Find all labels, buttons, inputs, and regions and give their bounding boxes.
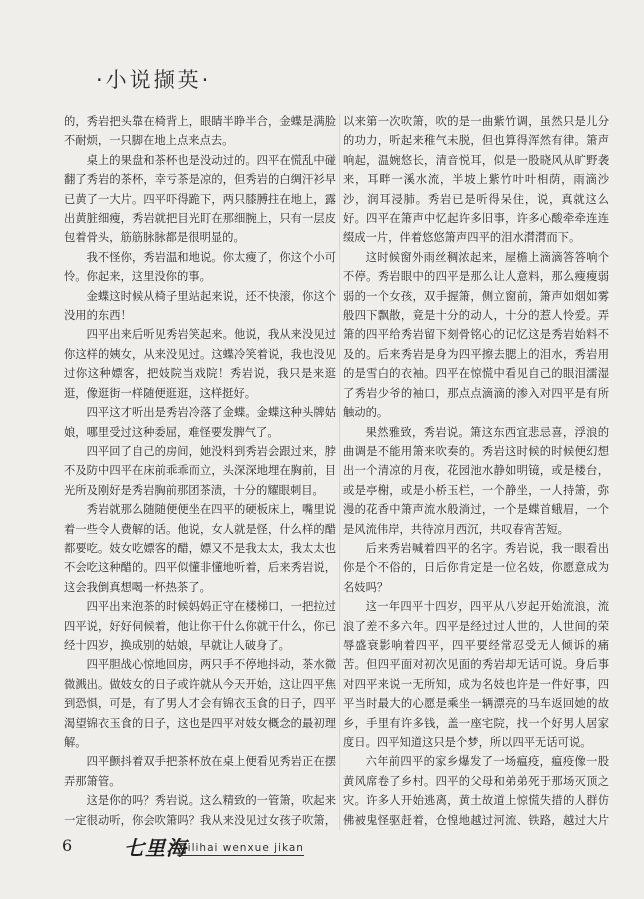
paragraph: 六年前四平的家乡爆发了一场瘟疫，瘟疫像一股黄风席卷了乡村。四平的父母和弟弟死于那场灭顶之灾。许多人开始逃离，黄土故道上惊慌失措的人群仿佛被鬼怪驱赶着，仓惶地越过河流、铁路，越过大片 — [343, 755, 609, 827]
page-footer — [62, 836, 382, 862]
paragraph: 后来秀岩喊着四平的名字。秀岩说，我一眼看出你是个不俗的，日后你肯定是一位名妓，你愿意成为名妓吗？ — [343, 541, 609, 594]
paragraph: 的，秀岩把头靠在椅背上，眼睛半睁半合，金蝶是满脸不耐烦，一只脚在地上点来点去。 — [64, 115, 336, 148]
left-column — [64, 112, 336, 828]
paragraph: 我不怪你，秀岩温和地说。你太瘦了，你这个小可怜。你起来，这里没你的事。 — [64, 250, 336, 284]
paragraph: 四平这才听出是秀岩冷落了金蝶。金蝶这种头牌姑娘，哪里受过这种委屈，难怪要发脾气了。 — [64, 406, 336, 439]
magazine-pinyin: qilihai wenxue jikan — [180, 842, 304, 854]
page-number: 6 — [62, 836, 73, 855]
paragraph: 这时候窗外雨丝稠浓起来，屋檐上滴滴答答响个不停。秀岩眼中的四平是那么让人意料，那么瘦瘦弱弱的一个女孩，双手握箫，侧立窗前，箫声如烟如雾般四下飘散，竟是十分的动人，十分的惹人怜爱。弄箫的四平给秀岩留下刻骨铭心的记忆这是秀岩始料不及的。后来秀岩是身为四平擦去腮上的泪水，秀岩用的是雪白的衣袖。四平在惊慌中看见自己的眼泪濡湿了秀岩少爷的袖口，那点点滴滴的渗入对四平是有所触动的。 — [343, 250, 609, 420]
paragraph: 果然雅致，秀岩说。箫这东西宜悲忌喜，浮浪的曲调是不能用箫来吹奏的。秀岩这时候的时候便幻想出一个清凉的月夜，花园池水静如明镜，或是楼台，或是亭榭，或是小桥玉栏，一个静坐，一人持箫，弥漫的花香中箫声流水般淌过，一个是蝶首蛾眉，一个是风流伟岸，共待凉月西沉，共叹春宵苦短。 — [343, 425, 609, 536]
paragraph: 秀岩就那么随随便便坐在四平的硬板床上，嘴里说着一些令人费解的话。他说，女人就是怪，什么样的醋都要吃。妓女吃嫖客的醋，嫖又不是我太太，我太太也不会吃这种醋的。四平似懂非懂地听着，后来秀岩说，这会我倒真想喝一杯热茶了。 — [64, 503, 336, 594]
paragraph: 桌上的果盘和茶杯也是没动过的。四平在慌乱中碰翻了秀岩的茶杯，幸亏茶是凉的，但秀岩的白绸汗衫早已黄了一大片。四平吓得跪下，两只膝膊拄在地上，露出黄脏细瘦，秀岩就把目光盯在那细腕上，只有一层皮包着骨头，筋筋脉脉都是很明显的。 — [64, 153, 336, 245]
paragraph: 这是你的吗？秀岩说。这么精致的一管箫，吹起来一定很动听，你会吹箫吗？我从来没见过女孩子吹箫， — [64, 794, 336, 827]
paragraph: 以来第一次吹箫，吹的是一曲紫竹调，虽然只是儿分的功力，听起来稚气未脱，但也算得浑然有律。箫声响起，温婉悠长，清音悦耳，似是一股晓风从旷野袭来，耳畔一溪水流，半坡上紫竹叶叶相荫，雨滴沙沙，润耳浸肺。秀岩已是听得呆住，说，真就这么好。四平在箫声中忆起许多旧事，许多心酸牵牵连连缀成一片，伴着悠悠箫声四平的泪水潸潸而下。 — [343, 115, 609, 245]
paragraph: 这一年四平十四岁，四平从八岁起开始流浪，流浪了差不多六年。四平是经过过人世的，人世间的荣辱盛衰影响着四平，四平要经常忍受无人倾诉的痛苦。但四平面对初次见面的秀岩却无话可说。身后事对四平来说一无所知，成为名妓也许是一件好事，四平当时最大的心愿是乘坐一辆漂亮的马车返回她的故乡，手里有许多钱，盖一座宅院，找一个好男人居家度日。四平知道这只是个梦，所以四平无话可说。 — [343, 600, 609, 749]
paragraph: 四平颤抖着双手把茶杯放在桌上便看见秀岩正在摆弄那箫管。 — [64, 755, 336, 788]
paragraph: 四平回了自己的房间，她没料到秀岩会跟过来，脖不及防中四平在床前乖乖而立，头深深地埋在胸前，目光所及刚好是秀岩胸前那团茶渍，十分的耀眼刺目。 — [64, 444, 336, 497]
section-title: ·小说撷英· — [96, 68, 212, 92]
paragraph: 四平出来泡茶的时候妈妈正守在楼梯口，一把拉过四平说，好好伺候着，他让你干什么你就干什么，你已经十四岁，换成别的姑娘，早就让人破身了。 — [64, 600, 336, 652]
magazine-logo: 七里海 — [124, 836, 187, 860]
column-divider — [339, 114, 340, 830]
right-column — [343, 112, 609, 828]
paragraph: 四平出来后听见秀岩笑起来。他说，我从来没见过你这样的姨女，从来没见过。这蝶冷笑着说，我也没见过你这种嫖客，把妓院当戏院！秀岩说，我只是来逛逛，像逛街一样随便逛逛，这样挺好。 — [64, 328, 336, 400]
paragraph: 金蝶这时候从椅子里站起来说，还不快滚，你这个没用的东西！ — [64, 289, 336, 323]
paragraph: 四平胆战心惊地回房，两只手不停地抖动，茶水微微溅出。做妓女的日子或许就从今天开始，这让四平焦到恐惧，可是，有了男人才会有锦衣玉食的日子，四平渴望锦衣玉食的日子，这也是四平对妓女概念的最初理解。 — [64, 658, 336, 749]
